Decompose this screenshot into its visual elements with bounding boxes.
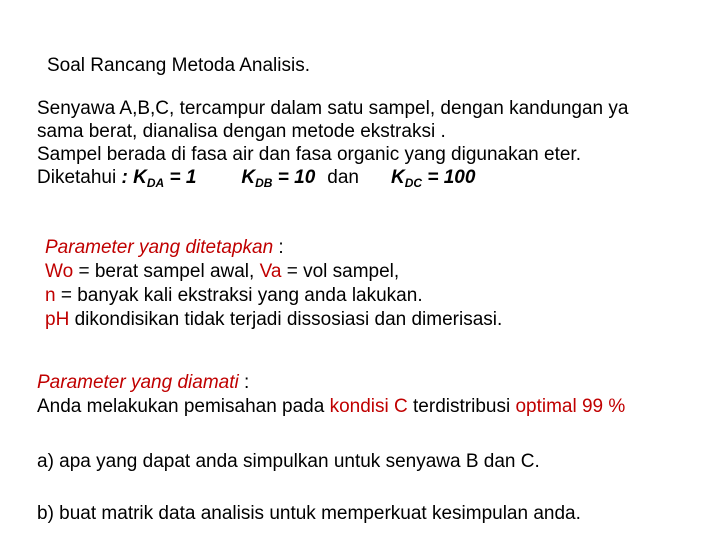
optimal-text: optimal 99 % — [515, 396, 626, 417]
question-b: b) buat matrik data analisis untuk memperkuat kesimpulan anda. — [37, 503, 581, 524]
problem-line-3: Sampel berada di fasa air dan fasa organic yang digunakan eter. — [37, 144, 581, 165]
params-observed-line — [37, 396, 625, 418]
question-a: a) apa yang dapat anda simpulkan untuk senyawa B dan C. — [37, 451, 540, 472]
params-observed-heading-text: Parameter yang diamati — [37, 372, 239, 393]
problem-line-2: sama berat, dianalisa dengan metode ekstraksi . — [37, 121, 446, 142]
heading-colon: : — [273, 237, 284, 258]
problem-line-1: Senyawa A,B,C, tercampur dalam satu sampel, dengan kandungan ya — [37, 98, 629, 119]
n-definition: = banyak kali ekstraksi yang anda lakukan. — [55, 285, 423, 306]
kda-value: : $K_{DA} = 1$ — [116, 167, 197, 190]
condition-c-text: kondisi C — [329, 396, 408, 417]
param-wo-va — [45, 261, 399, 283]
wo-definition: = berat sampel awal, — [73, 261, 260, 282]
va-definition: = vol sampel, — [281, 261, 400, 282]
dan-text: dan — [327, 167, 359, 188]
params-set-heading-text: Parameter yang ditetapkan — [45, 237, 274, 258]
observed-text-pre: Anda melakukan pemisahan pada — [37, 396, 330, 417]
observed-text-mid: terdistribusi — [407, 396, 516, 417]
ph-symbol: pH — [45, 309, 70, 330]
kdb-value: $K_{DB} = 10$ — [241, 167, 316, 190]
heading-colon: : — [238, 372, 250, 393]
param-ph — [45, 309, 502, 331]
params-observed-heading — [37, 372, 249, 394]
page-title: Soal Rancang Metoda Analisis. — [47, 55, 310, 76]
known-label: Diketahui — [37, 167, 117, 188]
params-set-heading — [45, 237, 284, 259]
param-n — [45, 285, 423, 307]
n-symbol: n — [45, 285, 56, 306]
wo-symbol: Wo — [45, 261, 74, 282]
ph-definition: dikondisikan tidak terjadi dissosiasi dan dimerisasi. — [69, 309, 503, 330]
known-values-line — [37, 167, 475, 189]
va-symbol: Va — [259, 261, 282, 282]
kdc-value: $K_{DC} = 100$ — [390, 167, 476, 190]
